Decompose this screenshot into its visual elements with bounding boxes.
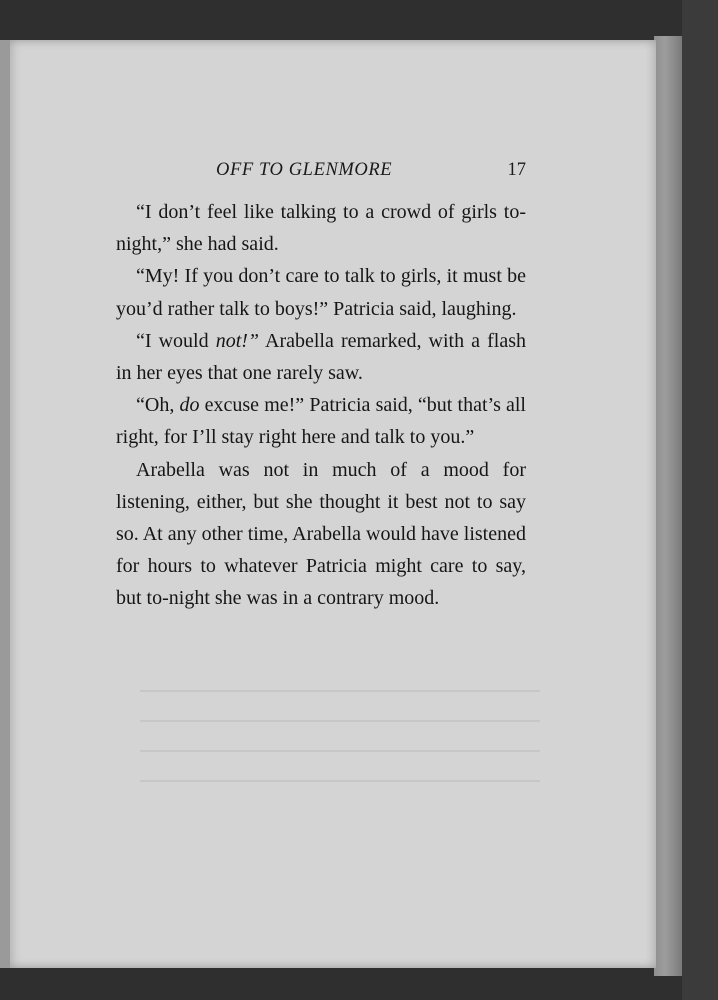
- paragraph: [116, 196, 526, 260]
- gutter-shadow: [0, 40, 10, 968]
- paragraph: [116, 454, 526, 615]
- text-run: Arabella remarked, with a flash in her eyes that one rarely saw.: [116, 329, 526, 385]
- page-number: 17: [507, 160, 526, 180]
- text-run: “My! If you don’t care to talk to girls, it must be you’d rather talk to boys!” Patricia said, laughing.: [116, 265, 526, 320]
- page-header: [116, 160, 526, 186]
- text-run: “I would: [136, 329, 216, 352]
- paragraph: [116, 389, 526, 453]
- paragraph: [116, 325, 526, 389]
- text-run: “I don’t feel like talking to a crowd of girls to-night,” she had said.: [116, 201, 526, 256]
- bleed-through-text: [140, 690, 540, 810]
- page-stack-edge: [654, 36, 682, 976]
- text-run: excuse me!” Patricia said, “but that’s all right, for I’ll stay right here and talk to you.”: [116, 394, 526, 449]
- italic-text: do: [179, 394, 200, 417]
- italic-text: not!”: [215, 329, 260, 352]
- running-head: OFF TO GLENMORE: [216, 160, 393, 180]
- body-text: [116, 196, 526, 615]
- paragraph: [116, 260, 526, 324]
- text-run: “Oh,: [136, 394, 180, 417]
- text-run: Arabella was not in much of a mood for listening, either, but she thought it best not to say so. At any other time, Arabella would have listened for hours to whatever Patricia might care to say, but to-night she was in a contrary mood.: [116, 458, 526, 610]
- book-cover-edge: [682, 0, 718, 1000]
